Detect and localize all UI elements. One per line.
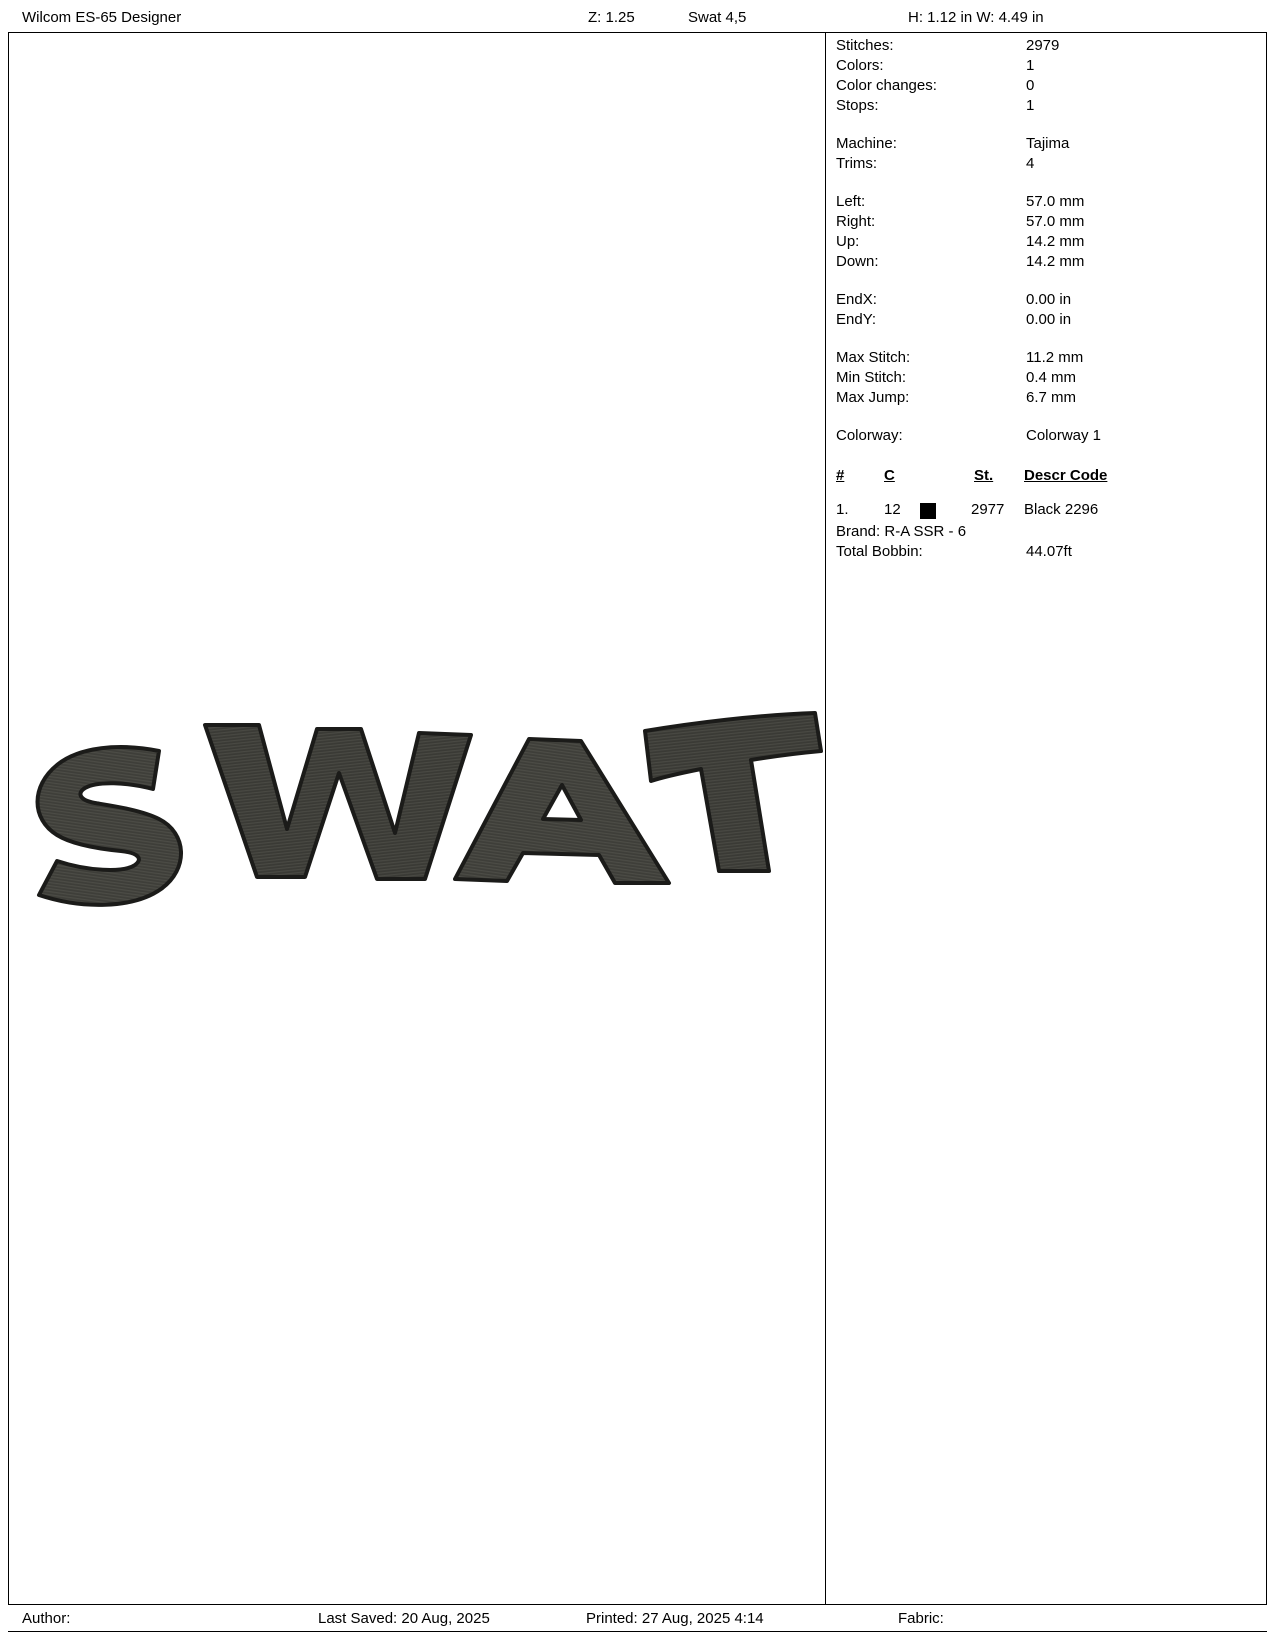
design-canvas[interactable]	[9, 33, 825, 1603]
col-header-stitches: St.	[974, 467, 994, 484]
color-table-header	[836, 466, 1256, 488]
info-row-max-jump	[836, 388, 1256, 408]
row-descr-code: Black 2296	[1024, 501, 1099, 518]
info-row-right	[836, 212, 1256, 232]
vertical-divider	[825, 32, 826, 1604]
color-changes-label: Color changes:	[836, 77, 937, 94]
total-bobbin-value: 44.07ft	[1026, 543, 1072, 560]
color-swatch	[920, 503, 936, 519]
trims-label: Trims:	[836, 155, 878, 172]
up-label: Up:	[836, 233, 860, 250]
stitches-value: 2979	[1026, 37, 1060, 54]
stitches-label: Stitches:	[836, 37, 894, 54]
footer-printed: Printed: 27 Aug, 2025 4:14	[586, 1610, 764, 1627]
info-row-up	[836, 232, 1256, 252]
endx-label: EndX:	[836, 291, 877, 308]
info-row-endx	[836, 290, 1256, 310]
embroidery-artwork	[9, 643, 825, 933]
colorway-label: Colorway:	[836, 427, 903, 444]
right-label: Right:	[836, 213, 876, 230]
col-header-descr-code: Descr Code	[1024, 467, 1108, 484]
right-value: 57.0 mm	[1026, 213, 1085, 230]
left-value: 57.0 mm	[1026, 193, 1085, 210]
color-changes-value: 0	[1026, 77, 1035, 94]
header-bar	[8, 6, 1267, 33]
footer-author: Author:	[22, 1610, 71, 1627]
info-row-stops	[836, 96, 1256, 116]
info-row-trims	[836, 154, 1256, 174]
spacer-5	[836, 408, 1256, 426]
col-header-c: C	[884, 467, 895, 484]
trims-value: 4	[1026, 155, 1035, 172]
total-bobbin-row	[836, 542, 1256, 562]
design-name: Swat 4,5	[688, 9, 747, 26]
info-row-down	[836, 252, 1256, 272]
footer-fabric: Fabric:	[898, 1610, 944, 1627]
footer-bar	[8, 1604, 1267, 1632]
brand-line	[836, 522, 1256, 542]
info-row-colors	[836, 56, 1256, 76]
machine-value: Tajima	[1026, 135, 1070, 152]
footer-last-saved: Last Saved: 20 Aug, 2025	[318, 1610, 490, 1627]
color-table	[836, 466, 1256, 562]
machine-label: Machine:	[836, 135, 897, 152]
brand-label: Brand: R-A SSR - 6	[836, 523, 967, 540]
app-title: Wilcom ES-65 Designer	[22, 9, 182, 26]
col-header-number: #	[836, 467, 845, 484]
info-row-max-stitch	[836, 348, 1256, 368]
design-info-panel	[836, 36, 1256, 562]
spacer-3	[836, 272, 1256, 290]
table-row	[836, 500, 1256, 522]
info-row-machine	[836, 134, 1256, 154]
info-row-endy	[836, 310, 1256, 330]
stops-label: Stops:	[836, 97, 879, 114]
left-label: Left:	[836, 193, 866, 210]
row-needle: 12	[884, 501, 901, 518]
spacer-4	[836, 330, 1256, 348]
row-number: 1.	[836, 501, 849, 518]
info-row-colorway	[836, 426, 1256, 446]
endy-value: 0.00 in	[1026, 311, 1072, 328]
info-row-left	[836, 192, 1256, 212]
spacer-1	[836, 116, 1256, 134]
max-jump-label: Max Jump:	[836, 389, 910, 406]
colors-value: 1	[1026, 57, 1035, 74]
endy-label: EndY:	[836, 311, 877, 328]
min-stitch-label: Min Stitch:	[836, 369, 907, 386]
zoom-level: Z: 1.25	[588, 9, 635, 26]
min-stitch-value: 0.4 mm	[1026, 369, 1077, 386]
info-row-color-changes	[836, 76, 1256, 96]
spacer-2	[836, 174, 1256, 192]
colorway-value: Colorway 1	[1026, 427, 1102, 444]
stops-value: 1	[1026, 97, 1035, 114]
up-value: 14.2 mm	[1026, 233, 1085, 250]
max-stitch-label: Max Stitch:	[836, 349, 911, 366]
max-jump-value: 6.7 mm	[1026, 389, 1077, 406]
max-stitch-value: 11.2 mm	[1026, 349, 1084, 366]
total-bobbin-label: Total Bobbin:	[836, 543, 923, 560]
design-dimensions: H: 1.12 in W: 4.49 in	[908, 9, 1044, 26]
info-row-stitches	[836, 36, 1256, 56]
info-row-min-stitch	[836, 368, 1256, 388]
down-value: 14.2 mm	[1026, 253, 1085, 270]
row-stitches: 2977	[971, 501, 1005, 518]
endx-value: 0.00 in	[1026, 291, 1072, 308]
colors-label: Colors:	[836, 57, 884, 74]
down-label: Down:	[836, 253, 879, 270]
